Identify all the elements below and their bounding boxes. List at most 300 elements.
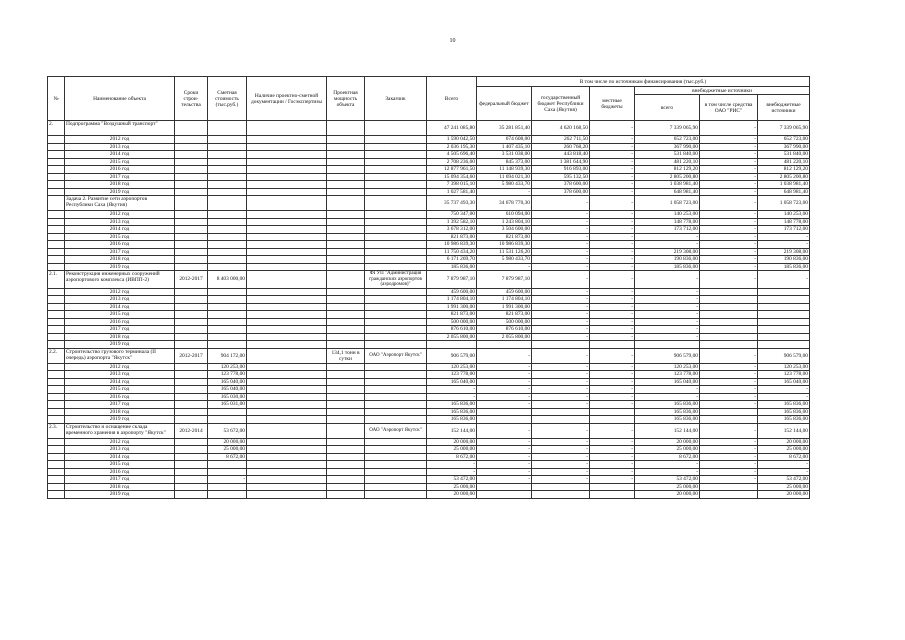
cell-total: 165 836,00 [427,401,477,409]
cell-offbudget-other: 219 308,00 [758,248,810,256]
cell-local: - [590,136,635,144]
cell-offbudget-total: 219 308,00 [635,248,700,256]
cell-term [175,121,208,136]
table-row [48,446,810,454]
cell-customer [365,408,427,416]
cell-estimated-cost [208,151,247,159]
cell-federal: 821 873,00 [477,233,532,241]
cell-term [175,151,208,159]
cell-estimated-cost [208,483,247,491]
cell-offbudget-total: 123 778,00 [635,371,700,379]
cell-offbudget-other: 812 129,20 [758,166,810,174]
cell-local: - [590,263,635,271]
cell-total: 2 036 195,30 [427,143,477,151]
cell-offbudget-total: 185 836,00 [635,263,700,271]
cell-customer [365,196,427,211]
header-offbudget-other: внебюджетные источники [758,95,810,121]
cell-local: - [590,241,635,249]
cell-customer [365,318,427,326]
cell-offbudget-total: - [635,241,700,249]
cell-offbudget-rid [700,326,758,334]
cell-offbudget-other: 531 840,00 [758,151,810,159]
table-row [48,408,810,416]
cell-total: 1 590 042,50 [427,136,477,144]
cell-customer [365,476,427,484]
cell-offbudget-rid: - [700,468,758,476]
cell-offbudget-rid: - [700,263,758,271]
cell-customer [365,461,427,469]
cell-offbudget-other: - [758,468,810,476]
cell-estimated-cost: 8 403 000,00 [208,271,247,289]
cell-federal: 35 281 851,40 [477,121,532,136]
cell-federal: - [477,263,532,271]
cell-offbudget-total: 648 981,40 [635,188,700,196]
cell-design-docs [247,256,327,264]
cell-capacity [327,393,365,401]
cell-customer [365,363,427,371]
cell-estimated-cost: - [208,476,247,484]
cell-offbudget-other: 123 778,00 [758,371,810,379]
cell-offbudget-other: 165 836,00 [758,408,810,416]
cell-federal: - [477,371,532,379]
cell-capacity [327,408,365,416]
cell-local [590,416,635,424]
header-no: № [48,77,65,121]
cell-estimated-cost: 165 040,00 [208,378,247,386]
cell-no [48,233,65,241]
cell-customer [365,311,427,319]
cell-object-name: 2015 год [65,311,175,319]
cell-offbudget-other: 165 836,00 [758,416,810,424]
cell-object-name: 2018 год [65,181,175,189]
cell-capacity [327,121,365,136]
table-row [48,318,810,326]
cell-offbudget-total: 8 672,00 [635,453,700,461]
cell-offbudget-rid [700,491,758,499]
cell-offbudget-total: 481 220,10 [635,158,700,166]
cell-local: - [590,158,635,166]
cell-capacity [327,491,365,499]
cell-federal: - [477,378,532,386]
cell-no [48,408,65,416]
cell-offbudget-other: 173 712,00 [758,226,810,234]
table-row [48,263,810,271]
cell-offbudget-rid: - [700,393,758,401]
cell-offbudget-other: 148 778,00 [758,218,810,226]
cell-total: 20 000,00 [427,491,477,499]
cell-customer [365,218,427,226]
cell-offbudget-total: 140 253,00 [635,211,700,219]
cell-federal: - [477,476,532,484]
cell-offbudget-rid: - [700,211,758,219]
cell-offbudget-total: 7 339 065,90 [635,121,700,136]
table-row [48,241,810,249]
cell-offbudget-other: 7 339 065,90 [758,121,810,136]
cell-offbudget-total: 20 000,00 [635,491,700,499]
cell-state: 595 132,50 [532,173,590,181]
cell-no [48,248,65,256]
cell-no [48,143,65,151]
cell-total: - [427,386,477,394]
cell-total: 10 986 839,30 [427,241,477,249]
table-row [48,438,810,446]
cell-local: - [590,173,635,181]
table-row [48,288,810,296]
cell-offbudget-rid: - [700,196,758,211]
cell-offbudget-total: 152 144,00 [635,423,700,438]
cell-total: 1 174 804,10 [427,296,477,304]
cell-object-name: 2014 год [65,226,175,234]
cell-term [175,326,208,334]
cell-local: - [590,181,635,189]
cell-offbudget-total: - [635,311,700,319]
cell-state: 378 600,00 [532,188,590,196]
cell-object-name: 2015 год [65,158,175,166]
cell-estimated-cost [208,233,247,241]
cell-offbudget-other [758,288,810,296]
cell-capacity [327,241,365,249]
cell-state [532,483,590,491]
cell-capacity [327,333,365,341]
cell-state: - [532,393,590,401]
cell-local: - [590,143,635,151]
cell-customer [365,143,427,151]
cell-no [48,158,65,166]
table-row [48,173,810,181]
cell-local: - [590,378,635,386]
table-row [48,393,810,401]
cell-local: - [590,303,635,311]
cell-offbudget-rid: - [700,256,758,264]
cell-capacity [327,318,365,326]
cell-total: 165 040,00 [427,378,477,386]
cell-state: - [532,256,590,264]
cell-offbudget-other: 1 038 981,40 [758,181,810,189]
cell-total: 1 027 581,40 [427,188,477,196]
cell-no: 2.2. [48,348,65,363]
cell-object-name: Подпрограмма "Воздушный транспорт" [65,121,175,136]
cell-state: - [532,241,590,249]
cell-local [590,341,635,349]
cell-term [175,438,208,446]
cell-local: - [590,446,635,454]
cell-design-docs [247,491,327,499]
cell-estimated-cost [208,241,247,249]
cell-total: 4 505 696,40 [427,151,477,159]
cell-offbudget-total: 652 723,00 [635,136,700,144]
cell-estimated-cost [208,143,247,151]
cell-state: - [532,263,590,271]
cell-no: 2.3. [48,423,65,438]
cell-state [532,416,590,424]
cell-customer [365,446,427,454]
cell-offbudget-rid [700,296,758,304]
cell-offbudget-other: 140 253,00 [758,211,810,219]
table-row [48,311,810,319]
cell-offbudget-total: 531 840,00 [635,151,700,159]
cell-local: - [590,271,635,289]
cell-capacity [327,181,365,189]
cell-offbudget-total: - [635,468,700,476]
cell-state: - [532,326,590,334]
cell-capacity [327,461,365,469]
cell-customer [365,438,427,446]
cell-offbudget-other: 906 579,00 [758,348,810,363]
cell-no [48,241,65,249]
header-estimated-cost: Сметная стоимость (тыс.руб.) [208,77,247,121]
cell-estimated-cost [208,461,247,469]
cell-local: - [590,401,635,409]
cell-offbudget-total: - [635,318,700,326]
cell-total: 7 879 987,10 [427,271,477,289]
cell-term [175,173,208,181]
cell-offbudget-rid: - [700,423,758,438]
cell-design-docs [247,371,327,379]
cell-estimated-cost [208,121,247,136]
cell-estimated-cost [208,196,247,211]
cell-local: - [590,226,635,234]
cell-estimated-cost: 20 000,00 [208,438,247,446]
cell-capacity [327,378,365,386]
cell-capacity: 134,1 тонн в сутки [327,348,365,363]
cell-object-name: 2012 год [65,211,175,219]
cell-federal: 1 174 804,10 [477,296,532,304]
cell-total: 20 000,00 [427,438,477,446]
cell-total: 876 610,00 [427,326,477,334]
cell-no [48,226,65,234]
cell-offbudget-total: - [635,393,700,401]
cell-object-name: 2013 год [65,218,175,226]
cell-object-name: Реконструкция инженерных сооружений аэропортового комплекса (ИВПП-2) [65,271,175,289]
cell-offbudget-rid [700,341,758,349]
cell-local: - [590,248,635,256]
cell-no [48,181,65,189]
cell-object-name: 2013 год [65,446,175,454]
table-row [48,151,810,159]
cell-capacity [327,476,365,484]
cell-customer [365,248,427,256]
cell-offbudget-rid: - [700,158,758,166]
cell-state: - [532,468,590,476]
cell-no [48,341,65,349]
cell-estimated-cost [208,211,247,219]
cell-offbudget-total: 1 038 981,40 [635,181,700,189]
cell-design-docs [247,248,327,256]
cell-federal: 11 694 021,30 [477,173,532,181]
table-row [48,386,810,394]
cell-estimated-cost [208,318,247,326]
cell-offbudget-total: 190 836,00 [635,256,700,264]
cell-offbudget-rid: - [700,348,758,363]
cell-state: - [532,311,590,319]
cell-design-docs [247,408,327,416]
cell-federal [477,483,532,491]
cell-offbudget-total: 165 836,00 [635,416,700,424]
cell-term [175,241,208,249]
cell-offbudget-rid [700,483,758,491]
cell-offbudget-other: 648 981,40 [758,188,810,196]
cell-state: - [532,211,590,219]
table-row [48,483,810,491]
cell-term [175,491,208,499]
cell-capacity [327,158,365,166]
cell-federal: 5 980 433,70 [477,181,532,189]
cell-local: - [590,371,635,379]
cell-no [48,416,65,424]
cell-no [48,296,65,304]
cell-state: - [532,453,590,461]
cell-object-name: 2012 год [65,288,175,296]
cell-offbudget-other: 8 672,00 [758,453,810,461]
cell-offbudget-total: 906 579,00 [635,348,700,363]
cell-design-docs [247,233,327,241]
cell-state: - [532,303,590,311]
cell-federal: - [477,423,532,438]
cell-estimated-cost [208,158,247,166]
cell-state: - [532,401,590,409]
cell-no [48,446,65,454]
cell-offbudget-rid: - [700,151,758,159]
cell-federal: - [477,363,532,371]
cell-capacity [327,166,365,174]
cell-total: 165 836,00 [427,408,477,416]
cell-object-name: 2016 год [65,468,175,476]
cell-design-docs [247,158,327,166]
cell-offbudget-rid: - [700,218,758,226]
cell-term [175,196,208,211]
cell-federal: 845 373,00 [477,158,532,166]
cell-offbudget-other: 185 836,00 [758,263,810,271]
cell-object-name: 2017 год [65,248,175,256]
cell-offbudget-other: - [758,233,810,241]
cell-federal [477,416,532,424]
cell-capacity [327,226,365,234]
cell-capacity [327,296,365,304]
cell-offbudget-total: 1 058 723,00 [635,196,700,211]
cell-term [175,136,208,144]
cell-offbudget-rid: - [700,461,758,469]
cell-total: - [427,468,477,476]
cell-no [48,256,65,264]
cell-state: 443 818,40 [532,151,590,159]
cell-term [175,166,208,174]
table-row [48,416,810,424]
cell-offbudget-total: 165 836,00 [635,401,700,409]
cell-no [48,363,65,371]
cell-offbudget-rid: - [700,386,758,394]
cell-object-name: 2014 год [65,378,175,386]
cell-total: 3 678 312,00 [427,226,477,234]
cell-offbudget-rid: - [700,371,758,379]
cell-offbudget-other: 190 836,00 [758,256,810,264]
cell-state: - [532,333,590,341]
cell-term [175,378,208,386]
cell-customer [365,188,427,196]
cell-term [175,188,208,196]
cell-federal: - [477,348,532,363]
table-row [48,363,810,371]
cell-offbudget-rid [700,408,758,416]
cell-total: 15 094 354,60 [427,173,477,181]
cell-capacity [327,211,365,219]
header-capacity: Проектная мощность объекта [327,77,365,121]
cell-object-name: 2016 год [65,241,175,249]
cell-state [532,408,590,416]
cell-estimated-cost: 165 040,00 [208,386,247,394]
cell-customer [365,233,427,241]
cell-local: - [590,296,635,304]
cell-offbudget-other [758,333,810,341]
cell-capacity [327,303,365,311]
table-row [48,341,810,349]
cell-capacity [327,483,365,491]
cell-offbudget-rid: - [700,226,758,234]
cell-capacity [327,453,365,461]
cell-federal: - [477,188,532,196]
cell-offbudget-total: - [635,233,700,241]
cell-total: 1 392 582,10 [427,218,477,226]
cell-total: 821 873,00 [427,233,477,241]
cell-term [175,333,208,341]
cell-federal: - [477,461,532,469]
cell-total: 120 253,00 [427,363,477,371]
cell-federal: - [477,453,532,461]
cell-offbudget-rid: - [700,233,758,241]
cell-customer: ФГУП "Администрация гражданских аэропортов (аэродромов)" [365,271,427,289]
cell-offbudget-rid: - [700,363,758,371]
table-row [48,333,810,341]
cell-term [175,211,208,219]
cell-no [48,136,65,144]
cell-design-docs [247,393,327,401]
cell-term [175,371,208,379]
cell-local: - [590,461,635,469]
cell-estimated-cost [208,311,247,319]
cell-design-docs [247,226,327,234]
cell-offbudget-other: 165 040,00 [758,378,810,386]
cell-object-name: 2012 год [65,136,175,144]
cell-total [427,341,477,349]
cell-local: - [590,333,635,341]
cell-local: - [590,233,635,241]
cell-term [175,303,208,311]
cell-state: - [532,476,590,484]
cell-federal: - [477,401,532,409]
cell-estimated-cost [208,491,247,499]
cell-term [175,288,208,296]
cell-offbudget-rid: - [700,143,758,151]
header-federal: федеральный бюджет [477,87,532,121]
cell-design-docs [247,378,327,386]
cell-term [175,461,208,469]
cell-total: 821 873,00 [427,311,477,319]
cell-no [48,386,65,394]
cell-estimated-cost: 25 000,00 [208,446,247,454]
cell-capacity [327,188,365,196]
cell-object-name: 2017 год [65,476,175,484]
cell-state [532,341,590,349]
header-state: государственный бюджет Республики Саха (Якутия) [532,87,590,121]
cell-capacity [327,363,365,371]
cell-offbudget-other: 20 000,00 [758,438,810,446]
table-row [48,256,810,264]
cell-state: - [532,378,590,386]
cell-state: - [532,218,590,226]
cell-design-docs [247,401,327,409]
cell-federal: 1 407 435,10 [477,143,532,151]
cell-total: 152 144,00 [427,423,477,438]
table-row [48,218,810,226]
